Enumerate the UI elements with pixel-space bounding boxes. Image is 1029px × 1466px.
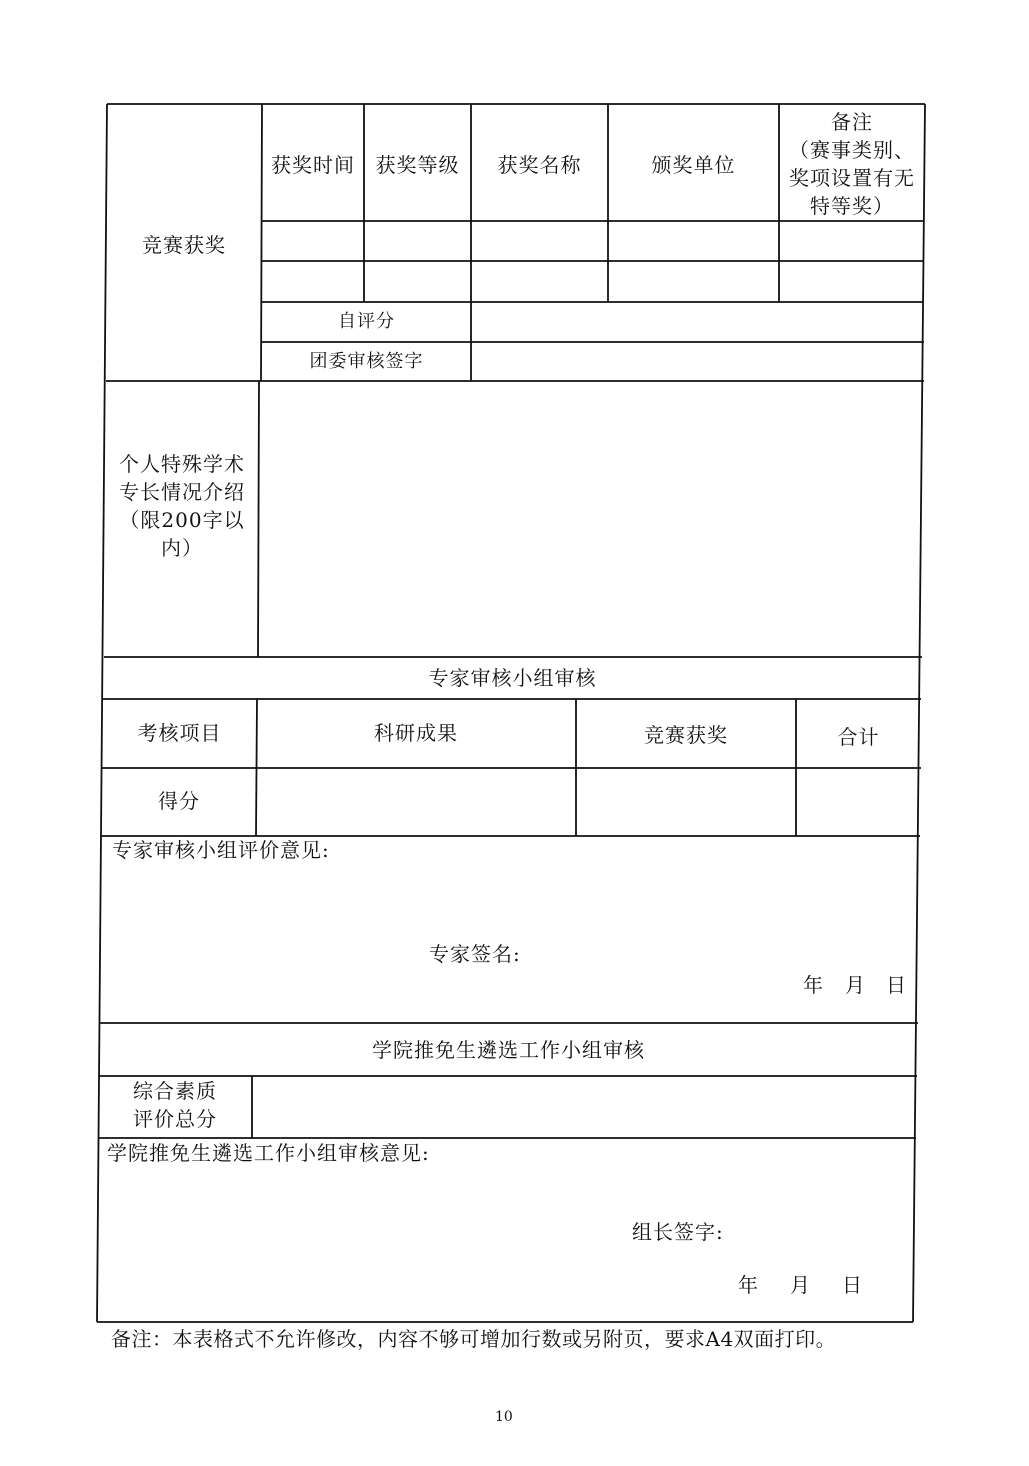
award-row-1-level[interactable] — [365, 222, 470, 260]
competition-awards-header: 竞赛获奖 — [644, 723, 728, 747]
self-score-label: 自评分 — [338, 311, 395, 332]
self-score-field[interactable] — [472, 303, 924, 341]
header-award-name: 获奖名称 — [497, 153, 582, 177]
league-sign-field[interactable] — [472, 343, 924, 380]
assessment-item-label: 考核项目 — [137, 721, 222, 745]
header-award-time: 获奖时间 — [271, 153, 355, 177]
total-header: 合计 — [837, 725, 880, 749]
score-label: 得分 — [158, 789, 200, 813]
award-row-2-unit[interactable] — [609, 262, 778, 301]
award-row-1-time[interactable] — [263, 222, 363, 260]
competition-score-field[interactable] — [578, 770, 794, 834]
header-remarks: 备注 （赛事类别、 奖项设置有无 特等奖） — [789, 110, 915, 218]
expert-date-year: 年 — [803, 973, 824, 997]
award-row-2-remarks[interactable] — [780, 262, 924, 301]
research-results-header: 科研成果 — [374, 721, 458, 745]
college-date-year: 年 — [738, 1273, 759, 1297]
award-row-2-time[interactable] — [263, 262, 363, 301]
header-award-level: 获奖等级 — [375, 153, 460, 177]
college-opinion-label: 学院推免生遴选工作小组审核意见: — [107, 1141, 430, 1165]
special-talent-field[interactable] — [261, 383, 921, 655]
college-date-month: 月 — [790, 1273, 811, 1297]
total-score-field[interactable] — [798, 770, 919, 834]
expert-opinion-label: 专家审核小组评价意见: — [112, 838, 330, 862]
award-row-2-level[interactable] — [365, 262, 470, 301]
award-row-2-name[interactable] — [472, 262, 607, 301]
research-score-field[interactable] — [258, 770, 574, 834]
expert-date-month: 月 — [845, 973, 866, 997]
award-row-1-name[interactable] — [472, 222, 607, 260]
expert-date-day: 日 — [886, 973, 907, 997]
header-issuing-unit: 颁奖单位 — [651, 153, 736, 177]
quality-score-field[interactable] — [254, 1078, 915, 1136]
college-section-title: 学院推免生遴选工作小组审核 — [372, 1038, 645, 1062]
expert-section-title: 专家审核小组审核 — [428, 666, 597, 690]
award-row-1-unit[interactable] — [609, 222, 778, 260]
league-sign-label: 团委审核签字 — [309, 351, 424, 372]
competition-awards-label: 竞赛获奖 — [142, 233, 226, 257]
expert-signature-label: 专家签名: — [429, 942, 521, 966]
college-date-day: 日 — [842, 1273, 863, 1297]
page-number: 10 — [495, 1409, 513, 1425]
award-row-1-remarks[interactable] — [780, 222, 924, 260]
footer-note: 备注：本表格式不允许修改，内容不够可增加行数或另附页，要求A4双面打印。 — [111, 1327, 837, 1351]
special-talent-label: 个人特殊学术 专长情况介绍 （限200字以 内） — [119, 452, 245, 560]
quality-score-label: 综合素质 评价总分 — [133, 1079, 217, 1131]
leader-signature-label: 组长签字: — [632, 1220, 724, 1244]
